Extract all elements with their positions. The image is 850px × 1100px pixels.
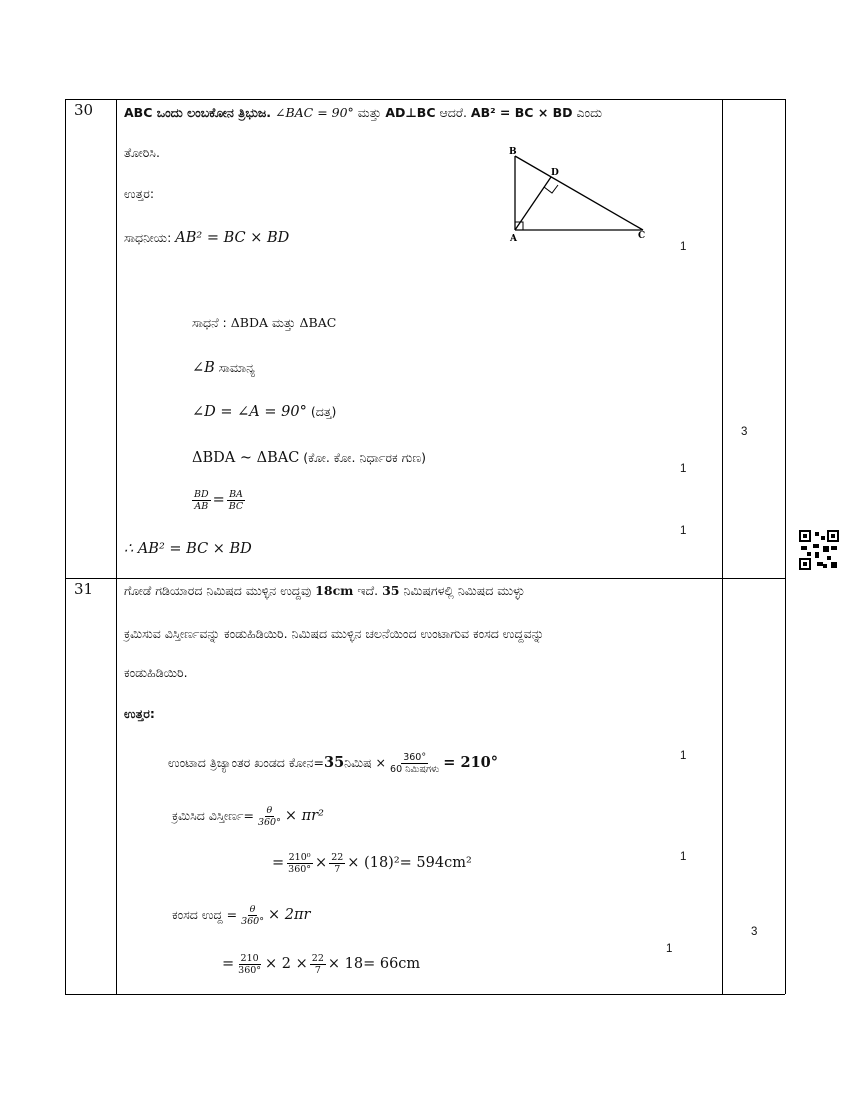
table-right-border bbox=[785, 99, 786, 994]
question-text: ಮತ್ತು bbox=[357, 105, 382, 120]
answer-label: ಉತ್ತರ: bbox=[124, 706, 155, 721]
question-number: 30 bbox=[74, 101, 94, 119]
angle-fraction bbox=[388, 752, 441, 775]
question-text: ABC ಒಂದು ಲಂಬಕೋನ ತ್ರಿಭುಜ. bbox=[124, 105, 271, 120]
fraction-numerator: θ bbox=[266, 805, 273, 816]
conclusion: ∴ AB² = BC × BD bbox=[124, 541, 252, 557]
total-mark: 3 bbox=[741, 426, 748, 438]
step-mark: 1 bbox=[680, 463, 687, 475]
angle-text: ಉಂಟಾದ ತ್ರಿಜ್ಯಾಂತರ ಖಂಡದ ಕೋನ= bbox=[168, 755, 324, 770]
question-text-line: ಕಂಡುಹಿಡಿಯಿರಿ. bbox=[124, 665, 188, 680]
column-divider-marks bbox=[722, 99, 723, 994]
qr-code-icon bbox=[799, 530, 839, 570]
fraction-denominator: 7 bbox=[334, 864, 341, 875]
proof-step bbox=[192, 403, 336, 421]
total-mark: 3 bbox=[751, 926, 758, 938]
table-top-border bbox=[65, 99, 785, 100]
proof-step bbox=[192, 359, 255, 377]
angle-minutes: 35 bbox=[323, 754, 345, 771]
question-text-line bbox=[124, 104, 602, 122]
row-divider bbox=[65, 578, 785, 579]
to-prove-expression: AB² = BC × BD bbox=[175, 230, 290, 246]
fraction-numerator: BD bbox=[194, 489, 209, 500]
fraction-denominator: 360° bbox=[238, 965, 262, 976]
angle-result: = 210° bbox=[443, 754, 499, 771]
step-mark: 1 bbox=[680, 750, 687, 762]
common-angle: ∠B bbox=[192, 360, 215, 376]
fraction-denominator: BC bbox=[228, 501, 244, 512]
arc-calc-middle: × 2 × bbox=[265, 956, 308, 972]
fraction-numerator: 22 bbox=[311, 953, 324, 964]
proof-line bbox=[192, 314, 336, 332]
perpendicular-expression: AD⊥BC bbox=[385, 105, 436, 120]
area-result: × (18)²= 594cm² bbox=[347, 855, 472, 871]
proof-step bbox=[192, 449, 426, 467]
arc-result: × 18= 66cm bbox=[327, 956, 421, 972]
to-prove-line bbox=[124, 229, 289, 247]
question-text: ಇದೆ. bbox=[357, 583, 379, 598]
similarity-reason: (ಕೋ. ಕೋ. ನಿರ್ಧಾರಕ ಗುಣ) bbox=[303, 450, 427, 465]
table-left-border bbox=[65, 99, 66, 994]
equation: AB² = BC × BD bbox=[470, 105, 573, 120]
question-text-line: ತೋರಿಸಿ. bbox=[124, 145, 160, 160]
hand-length: 18cm bbox=[315, 583, 354, 598]
right-angles: ∠D = ∠A = 90° bbox=[192, 404, 307, 420]
vertex-label-a: A bbox=[510, 234, 517, 244]
question-text-line: ಕ್ರಮಿಸುವ ವಿಸ್ತೀರ್ಣವನ್ನು ಕಂಡುಹಿಡಿಯಿರಿ. ನಿಮಿಷದ ಮುಳ್ಳಿನ ಚಲನೆಯಿಂದ ಉಂಟಾಗುವ ಕಂಸದ ಉದ್ದವನ್ನು bbox=[124, 626, 545, 641]
triangle-diagram bbox=[500, 142, 660, 247]
fraction-denominator: 360° bbox=[241, 916, 264, 927]
fraction-denominator: AB bbox=[194, 501, 209, 512]
ratio-step: $\frac{BD}{AB}$ = $\frac{BA}{BC}$ bbox=[194, 489, 244, 512]
fraction-numerator: 210 bbox=[240, 953, 259, 964]
area-step bbox=[172, 805, 324, 828]
answer-label: ಉತ್ತರ: bbox=[124, 186, 155, 201]
area-calc-step: = $\frac{\text{210⁰}}{360^\circ}$ × $\frac{22}{7}$ × (18)²= 594cm² bbox=[272, 852, 472, 875]
question-number: 31 bbox=[74, 580, 94, 598]
fraction-numerator: 22 bbox=[331, 852, 344, 863]
question-text: ನಿಮಿಷಗಳಲ್ಲಿ ನಿಮಿಷದ ಮುಳ್ಳು bbox=[403, 583, 525, 598]
step-mark: 1 bbox=[680, 851, 687, 863]
question-text-line bbox=[124, 582, 525, 600]
similarity-statement: ΔBDA ~ ΔBAC bbox=[192, 450, 300, 466]
question-text: ಆದರೆ. bbox=[439, 105, 467, 120]
fraction-numerator: 210⁰ bbox=[288, 852, 311, 863]
given-text: (ದತ್ತ) bbox=[310, 404, 337, 419]
step-mark: 1 bbox=[680, 241, 687, 253]
arc-calc-step: = $\frac{210}{360^\circ}$ × 2 × $\frac{22}{7}$ × 18= 66cm bbox=[222, 953, 421, 976]
step-mark: 1 bbox=[666, 943, 673, 955]
fraction-denominator: 60 ನಿಮಿಷಗಳು bbox=[390, 764, 440, 775]
vertex-label-d: D bbox=[551, 168, 559, 178]
fraction-numerator: BA bbox=[229, 489, 243, 500]
fraction-numerator: θ bbox=[249, 904, 256, 915]
ratio-fraction bbox=[227, 489, 245, 512]
question-text: ಗೋಡೆ ಗಡಿಯಾರದ ನಿಮಿಷದ ಮುಳ್ಳಿನ ಉದ್ದವು bbox=[124, 583, 312, 598]
arc-fraction bbox=[239, 904, 266, 927]
fraction-numerator: 360° bbox=[403, 752, 427, 763]
to-prove-label: ಸಾಧನೀಯ: bbox=[124, 230, 172, 245]
arc-step bbox=[172, 904, 310, 927]
area-calc-fraction bbox=[286, 852, 313, 875]
column-divider-number bbox=[116, 99, 117, 994]
vertex-label-c: C bbox=[638, 231, 646, 241]
area-calc-fraction bbox=[329, 852, 345, 875]
arc-text: ಕಂಸದ ಉದ್ದ = bbox=[172, 907, 238, 922]
area-text: ಕ್ರಮಿಸಿದ ವಿಸ್ತೀರ್ಣ= bbox=[172, 808, 254, 823]
step-mark: 1 bbox=[680, 525, 687, 537]
fraction-denominator: 360° bbox=[288, 864, 312, 875]
table-bottom-border bbox=[65, 994, 785, 995]
ratio-fraction bbox=[192, 489, 211, 512]
angle-expression: ∠BAC = 90° bbox=[274, 105, 354, 120]
arc-calc-fraction bbox=[310, 953, 326, 976]
angle-step bbox=[168, 752, 498, 775]
fraction-denominator: 7 bbox=[314, 965, 321, 976]
area-formula: × πr² bbox=[284, 808, 324, 824]
area-fraction bbox=[256, 805, 283, 828]
angle-min-text: ನಿಮಿಷ × bbox=[344, 755, 387, 770]
common-text: ಸಾಮಾನ್ಯ bbox=[218, 360, 255, 375]
proof-triangles: ΔBDA ಮತ್ತು ΔBAC bbox=[230, 315, 337, 330]
arc-calc-fraction bbox=[236, 953, 263, 976]
vertex-label-b: B bbox=[509, 147, 517, 157]
fraction-denominator: 360° bbox=[257, 817, 281, 828]
minutes-value: 35 bbox=[382, 583, 400, 598]
arc-formula: × 2πr bbox=[267, 907, 311, 923]
question-text: ಎಂದು bbox=[576, 105, 603, 120]
proof-label: ಸಾಧನೆ : bbox=[192, 315, 227, 330]
